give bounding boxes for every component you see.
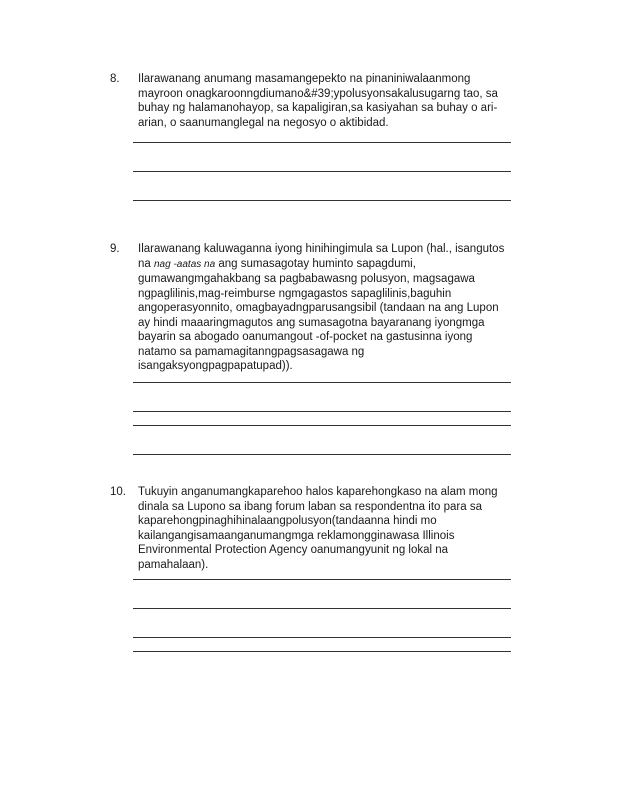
- question-text: Ilarawanang anumang masamangepekto na pinaniniwalaanmong mayroon onagkaroonngdiumano&#39;ypolusyonsakalusugarng tao, sa buhay ng halamanohayop, sa kapaligiran,sa kasiyahan sa buhay o ari-arian, o saanumanglegal na negosyo o aktibidad.: [138, 73, 498, 129]
- answer-line[interactable]: [133, 142, 511, 143]
- answer-line[interactable]: [133, 411, 511, 412]
- question-text: Tukuyin anganumangkaparehoo halos kaparehongkaso na alam mong dinala sa Lupono sa ibang forum laban sa respondentna ito para sa kaparehongpinaghihinalaangpolusyon(tandaanna hindi mo kailangangisamaanganumangmga reklamongginawasa Illinois Environmental Protection Agency oanumangyunit ng lokal na pamahalaan).: [138, 486, 498, 571]
- answer-line[interactable]: [133, 651, 511, 652]
- answer-line[interactable]: [133, 608, 511, 609]
- answer-line[interactable]: [133, 382, 511, 383]
- answer-line[interactable]: [133, 425, 511, 426]
- question-text-part: ang sumasagotay huminto sapagdumi, gumawangmgahakbang sa pagbabawasng polusyon, magsagawa ngpaglilinis,mag-reimburse ngmgagastos sapaglilinis,baguhin angoperasyonnito, omagbayadngparusangsibil (tandaan na ang Lupon ay hindi maaaringmagutos ang sumasagotna bayaranang iyongmga bayarin sa abogado oanumangout -of-pocket na gastusinna iyong natamo sa pamamagitanngpagsasagawa ng isangaksyongpagpapatupad)).: [138, 257, 499, 372]
- question-text: [138, 242, 513, 374]
- answer-line[interactable]: [133, 454, 511, 455]
- answer-line[interactable]: [133, 171, 511, 172]
- answer-line[interactable]: [133, 200, 511, 201]
- question-text-italic: nag -aatas na: [154, 258, 216, 270]
- question-number: 9.: [110, 243, 120, 255]
- answer-line[interactable]: [133, 637, 511, 638]
- question-number: 8.: [110, 73, 120, 85]
- question-text-part: Ilarawanang kaluwaganna iyong hinihingimula sa Lupon (hal., isangutos na: [138, 243, 505, 270]
- question-number: 10.: [110, 486, 126, 498]
- answer-line[interactable]: [133, 579, 511, 580]
